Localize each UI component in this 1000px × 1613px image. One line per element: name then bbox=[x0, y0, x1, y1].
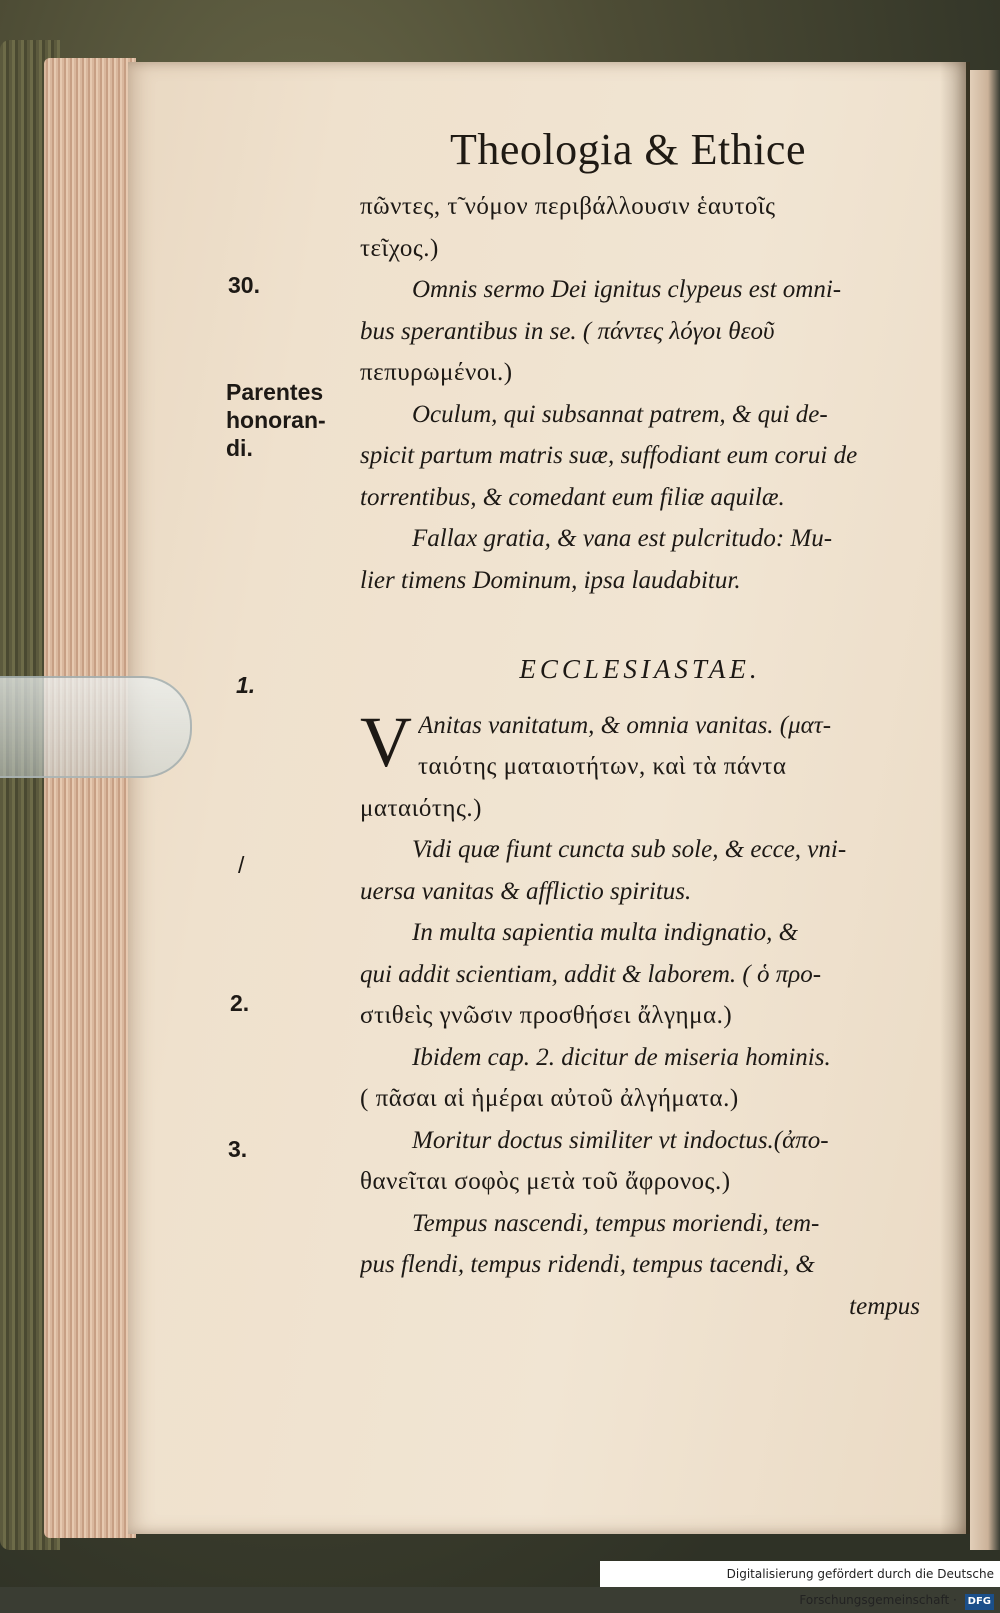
text-line: spicit partum matris suæ, suffodiant eum corui de bbox=[360, 442, 858, 469]
text-line: τεῖχος.) bbox=[360, 234, 439, 262]
text-line: πῶντες, τ̃ νόμον περιβάλλουσιν ἑαυτοῖς bbox=[360, 193, 776, 220]
text-line: ( πᾶσαι αἱ ἡμέραι αὐτοῦ ἀλγήματα.) bbox=[360, 1085, 739, 1112]
margin-mark: / bbox=[238, 852, 245, 878]
gutter-shadow bbox=[940, 62, 970, 1534]
text-line: Ibidem cap. 2. dicitur de miseria hominis. bbox=[412, 1043, 831, 1071]
margin-number-30: 30. bbox=[228, 272, 260, 298]
margin-note-line: honoran- bbox=[226, 407, 326, 433]
margin-number-3: 3. bbox=[228, 1136, 248, 1162]
text-block-ecclesiastes bbox=[360, 701, 920, 1286]
text-line: Omnis sermo Dei ignitus clypeus est omni- bbox=[412, 276, 842, 303]
text-block-proverbs bbox=[360, 186, 920, 601]
text-line: στιθεὶς γνῶσιν προσθήσει ἄλγημα.) bbox=[360, 1002, 733, 1029]
text-line: Fallax gratia, & vana est pulcritudo: Mu- bbox=[412, 525, 833, 552]
text-line: ταιότης ματαιοτήτων, καὶ τὰ πάντα bbox=[418, 753, 787, 780]
digitization-footer bbox=[600, 1561, 1000, 1607]
text-line: ματαιότης.) bbox=[360, 794, 482, 822]
drop-cap: V bbox=[360, 701, 412, 782]
text-line: Anitas vanitatum, & omnia vanitas. (ματ- bbox=[418, 711, 832, 739]
text-line: Tempus nascendi, tempus moriendi, tem- bbox=[412, 1209, 820, 1237]
right-page-edge bbox=[970, 70, 1000, 1550]
text-line: θανεῖται σοφὸς μετὰ τοῦ ἄφρονος.) bbox=[360, 1168, 731, 1195]
text-line: Vidi quæ fiunt cuncta sub sole, & ecce, vni- bbox=[412, 836, 847, 863]
margin-note-line: di. bbox=[226, 435, 253, 461]
catchword: tempus bbox=[849, 1292, 920, 1320]
margin-note-parentes bbox=[226, 378, 326, 462]
margin-note-line: Parentes bbox=[226, 379, 324, 405]
page-edges bbox=[44, 58, 136, 1538]
text-line: Moritur doctus similiter vt indoctus.(ἀπο- bbox=[412, 1126, 829, 1154]
section-heading: ECCLESIASTAE. bbox=[519, 654, 761, 684]
text-line: uersa vanitas & afflictio spiritus. bbox=[360, 877, 692, 905]
page-clip bbox=[0, 676, 192, 778]
margin-number-1: 1. bbox=[236, 672, 256, 698]
margin-number-2: 2. bbox=[230, 990, 250, 1016]
running-head: Theologia & Ethice bbox=[450, 125, 806, 174]
text-line: torrentibus, & comedant eum filiæ aquilæ. bbox=[360, 483, 785, 511]
spacer bbox=[360, 601, 920, 641]
text-line: πεπυρωμένοι.) bbox=[360, 359, 513, 386]
footer-text: Digitalisierung gefördert durch die Deutsche Forschungsgemeinschaft · bbox=[726, 1567, 994, 1607]
dfg-logo-icon: DFG bbox=[965, 1594, 994, 1610]
body-text bbox=[360, 186, 920, 1327]
text-line: In multa sapientia multa indignatio, & bbox=[412, 919, 799, 946]
text-line: lier timens Dominum, ipsa laudabitur. bbox=[360, 566, 741, 594]
text-line: bus sperantibus in se. ( πάντες λόγοι θεοῦ bbox=[360, 317, 775, 345]
text-line: qui addit scientiam, addit & laborem. ( ὁ προ- bbox=[360, 960, 822, 988]
text-line: Oculum, qui subsannat patrem, & qui de- bbox=[412, 400, 828, 428]
text-line: pus flendi, tempus ridendi, tempus tacendi, & bbox=[360, 1251, 815, 1278]
